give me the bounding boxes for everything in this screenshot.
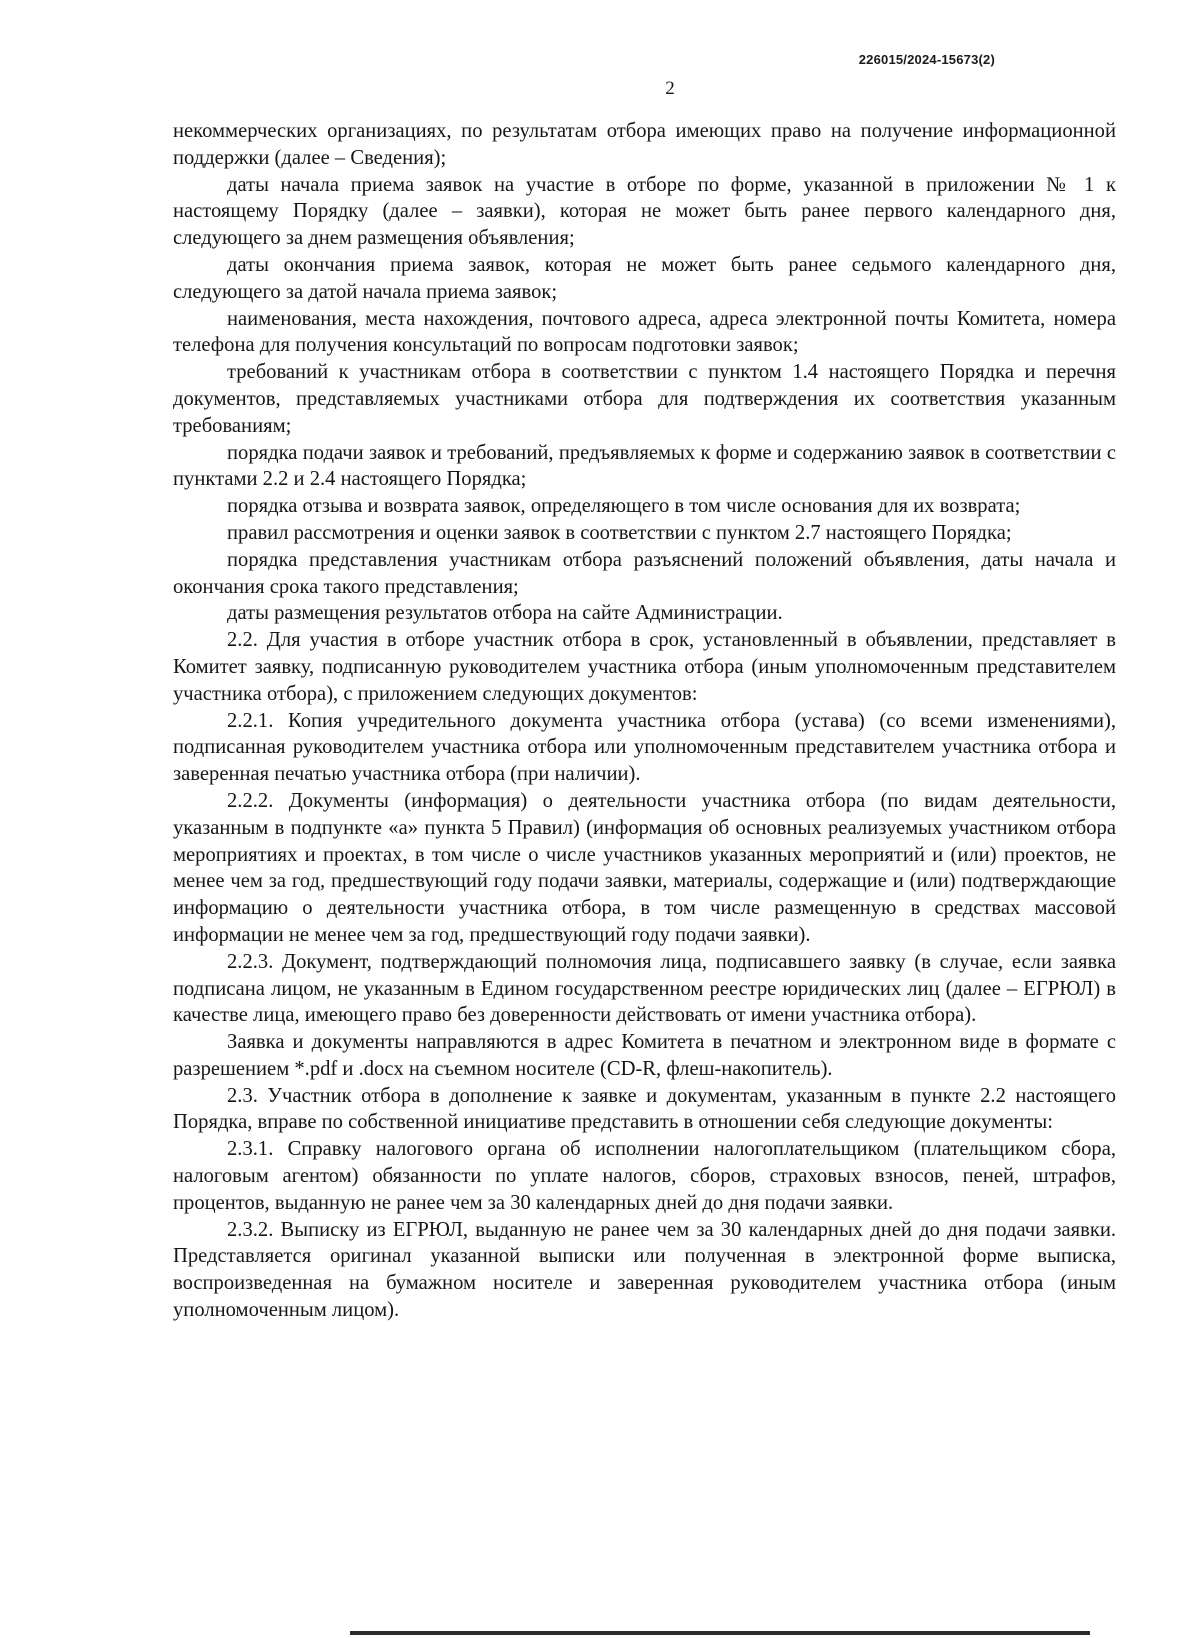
paragraph-2-2: 2.2. Для участия в отборе участник отбора в срок, установленный в объявлении, представляет в Комитет заявку, подписанную руководителем участника отбора (иным уполномоченным представителем участника отбора), с приложением следующих документов: — [173, 629, 1116, 705]
paragraph-2-2-2: 2.2.2. Документы (информация) о деятельности участника отбора (по видам деятельности, указанным в подпункте «а» пункта 5 Правил) (информация об основных реализуемых участником отбора мероприятиях и проектах, в том числе о числе участников указанных мероприятий и (или) проектов, не менее чем за год, предшествующий году подачи заявки, материалы, содержащие и (или) подтверждающие информацию о деятельности участника отбора, в том числе размещенную в средствах массовой информации не менее чем за год, предшествующий году подачи заявки). — [173, 789, 1116, 946]
paragraph-2-2-3: 2.2.3. Документ, подтверждающий полномочия лица, подписавшего заявку (в случае, если заявка подписана лицом, не указанным в Едином государственном реестре юридических лиц (далее – ЕГРЮЛ) в качестве лица, имеющего право без доверенности действовать от имени участника отбора). — [173, 950, 1116, 1027]
paragraph-review-rules: правил рассмотрения и оценки заявок в соответствии с пунктом 2.7 настоящего Порядка; — [227, 521, 1012, 544]
paragraph-withdrawal-order: порядка отзыва и возврата заявок, определяющего в том числе основания для их возврата; — [227, 495, 1021, 518]
paragraph-2-3-2: 2.3.2. Выписку из ЕГРЮЛ, выданную не ранее чем за 30 календарных дней до дня подачи заявки. Представляется оригинал указанной выписки или полученная в электронной форме выписка, воспроизведенная на бумажном носителе и заверенная руководителем участника отбора (иным уполномоченным лицом). — [173, 1218, 1116, 1322]
paragraph-continuation: некоммерческих организациях, по результатам отбора имеющих право на получение информационной поддержки (далее – Сведения); — [173, 120, 1116, 169]
paragraph-participant-requirements: требований к участникам отбора в соответствии с пунктом 1.4 настоящего Порядка и перечня документов, представляемых участниками отбора для подтверждения их соответствия указанным требованиям; — [173, 361, 1116, 437]
paragraph-2-3-1: 2.3.1. Справку налогового органа об исполнении налогоплательщиком (плательщиком сбора, налоговым агентом) обязанности по уплате налогов, сборов, страховых взносов, пеней, штрафов, процентов, выданную не ранее чем за 30 календарных дней до дня подачи заявки. — [173, 1138, 1116, 1214]
paragraph-submission-order: порядка подачи заявок и требований, предъявляемых к форме и содержанию заявок в соответствии с пунктами 2.2 и 2.4 настоящего Порядка; — [173, 441, 1116, 491]
paragraph-results-publication: даты размещения результатов отбора на сайте Администрации. — [227, 602, 783, 625]
page-number: 2 — [665, 78, 675, 99]
paragraph-submission-format: Заявка и документы направляются в адрес Комитета в печатном и электронном виде в формате с разрешением *.pdf и .docx на съемном носителе (CD-R, флеш-накопитель). — [173, 1031, 1116, 1080]
paragraph-committee-contacts: наименования, места нахождения, почтового адреса, адреса электронной почты Комитета, номера телефона для получения консультаций по вопросам подготовки заявок; — [173, 307, 1116, 357]
scan-bottom-edge-line — [350, 1631, 1090, 1635]
paragraph-end-date: даты окончания приема заявок, которая не может быть ранее седьмого календарного дня, следующего за датой начала приема заявок; — [173, 253, 1116, 303]
document-body — [173, 118, 1116, 1324]
paragraph-2-2-1: 2.2.1. Копия учредительного документа участника отбора (устава) (со всеми изменениями), подписанная руководителем участника отбора или уполномоченным представителем участника отбора и заверенная печатью участника отбора (при наличии). — [173, 709, 1116, 786]
document-registration-number: 226015/2024-15673(2) — [858, 52, 995, 67]
paragraph-clarifications: порядка представления участникам отбора разъяснений положений объявления, даты начала и окончания срока такого представления; — [173, 548, 1116, 598]
paragraph-start-date: даты начала приема заявок на участие в отборе по форме, указанной в приложении № 1 к настоящему Порядку (далее – заявки), которая не может быть ранее первого календарного дня, следующего за днем размещения объявления; — [173, 173, 1116, 250]
paragraph-2-3: 2.3. Участник отбора в дополнение к заявке и документам, указанным в пункте 2.2 настоящего Порядка, вправе по собственной инициативе представить в отношении себя следующие документы: — [173, 1084, 1116, 1134]
